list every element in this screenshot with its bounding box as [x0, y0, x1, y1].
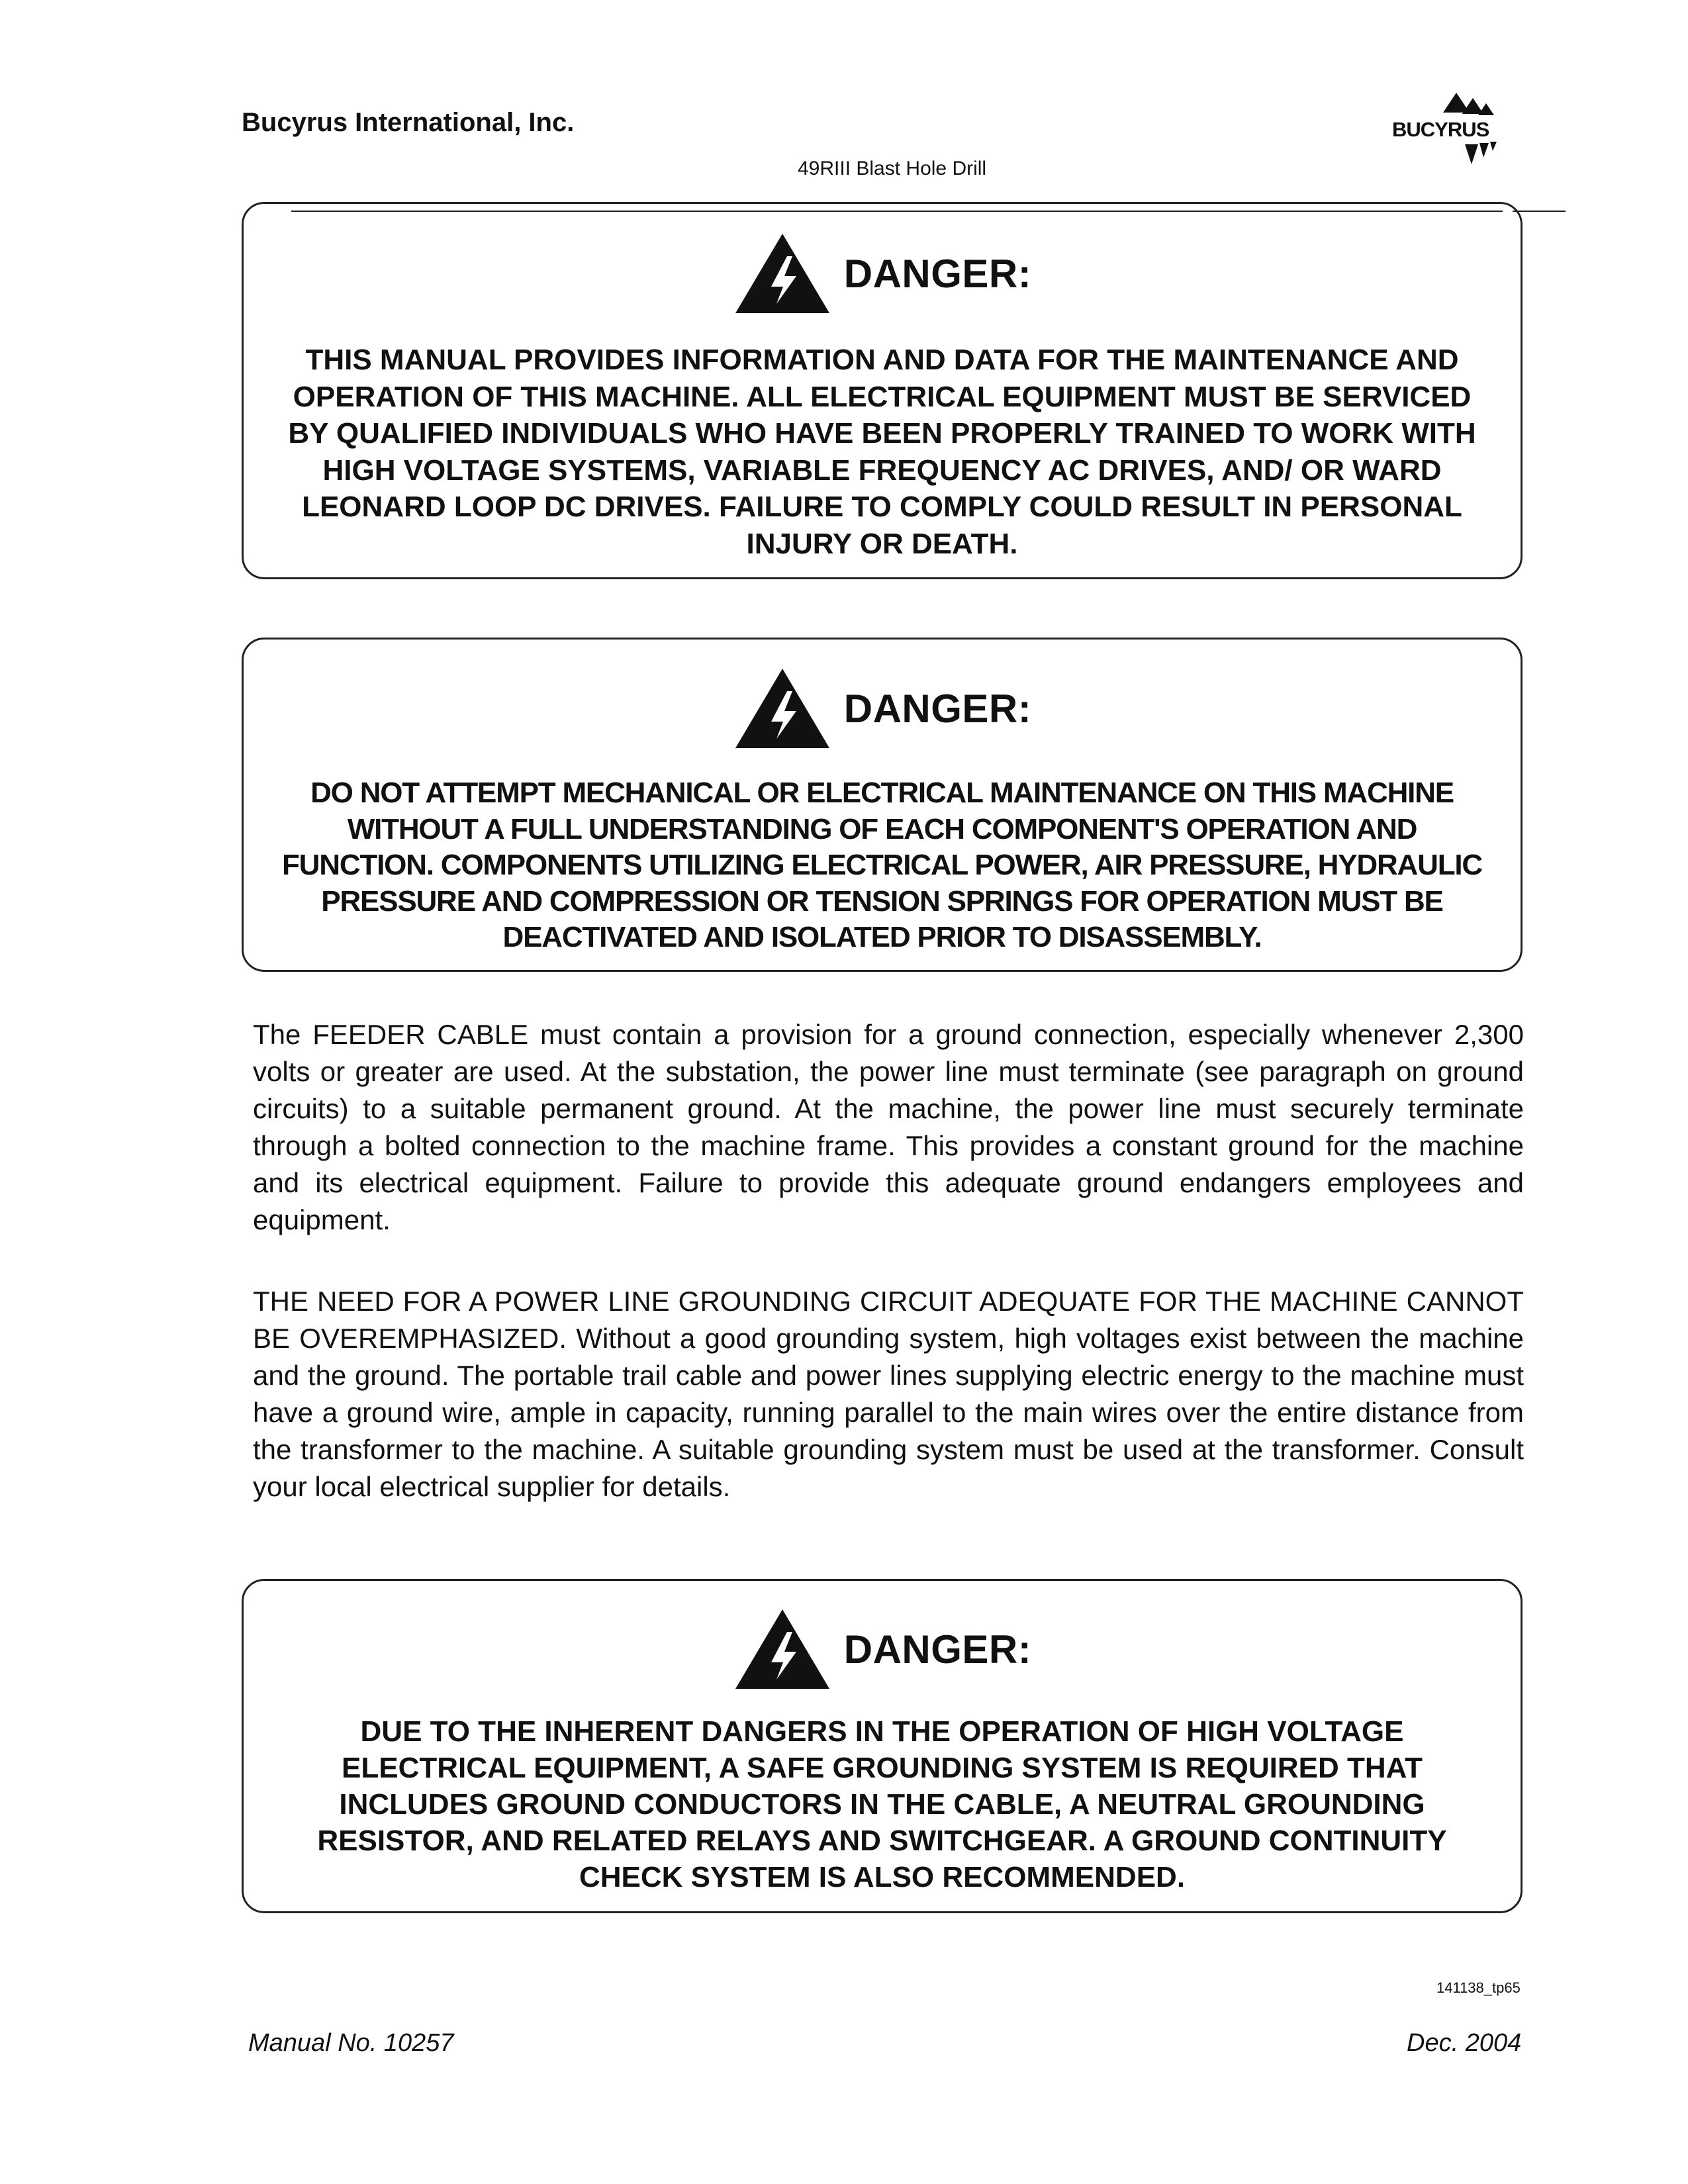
danger-heading	[244, 234, 1521, 313]
high-voltage-warning-icon	[733, 231, 832, 316]
bucyrus-logo	[1380, 86, 1526, 172]
publication-date: Dec. 2004	[1407, 2029, 1522, 2057]
danger-message: THIS MANUAL PROVIDES INFORMATION AND DATA FOR THE MAINTENANCE AND OPERATION OF THIS MACHINE. ALL ELECTRICAL EQUIPMENT MUST BE SERVICED BY QUALIFIED INDIVIDUALS WHO HAVE BEEN PROPERLY TRAINED TO WORK WITH HIGH VOLTAGE SYSTEMS, VARIABLE FREQUENCY AC DRIVES, AND/ OR WARD LEONARD LOOP DC DRIVES. FAILURE TO COMPLY COULD RESULT IN PERSONAL INJURY OR DEATH.	[288, 344, 1476, 560]
danger-heading	[244, 669, 1521, 748]
header-rule-extension	[1513, 211, 1566, 212]
danger-label: DANGER:	[843, 686, 1032, 731]
company-name: Bucyrus International, Inc.	[242, 108, 575, 137]
document-code: 141138_tp65	[1436, 1979, 1521, 1996]
danger-box	[242, 1579, 1523, 1913]
body-paragraph: The FEEDER CABLE must contain a provision for a ground connection, especially whenever 2,300 volts or greater are used. At the substation, the power line must terminate (see paragraph on ground circuits) to a suitable permanent ground. At the machine, the power line must securely terminate through a bolted connection to the machine frame. This provides a constant ground for the machine and its electrical equipment. Failure to provide this adequate ground endangers employees and equipment.	[253, 1019, 1524, 1235]
danger-box	[242, 638, 1523, 972]
danger-message: DUE TO THE INHERENT DANGERS IN THE OPERATION OF HIGH VOLTAGE ELECTRICAL EQUIPMENT, A SAFE GROUNDING SYSTEM IS REQUIRED THAT INCLUDES GROUND CONDUCTORS IN THE CABLE, A NEUTRAL GROUNDING RESISTOR, AND RELATED RELAYS AND SWITCHGEAR. A GROUND CONTINUITY CHECK SYSTEM IS ALSO RECOMMENDED.	[317, 1715, 1447, 1893]
body-paragraph: THE NEED FOR A POWER LINE GROUNDING CIRCUIT ADEQUATE FOR THE MACHINE CANNOT BE OVEREMPHASIZED. Without a good grounding system, high voltages exist between the machine and the ground. The portable trail cable and power lines supplying electric energy to the machine must have a ground wire, ample in capacity, running parallel to the main wires over the entire distance from the transformer to the machine. A suitable grounding system must be used at the transformer. Consult your local electrical supplier for details.	[253, 1286, 1524, 1502]
logo-wordmark: BUCYRUS	[1392, 118, 1489, 141]
document-title: 49RIII Blast Hole Drill	[798, 158, 987, 179]
danger-label: DANGER:	[843, 251, 1032, 296]
high-voltage-warning-icon	[733, 1607, 832, 1691]
high-voltage-warning-icon	[733, 666, 832, 751]
manual-number: Manual No. 10257	[248, 2029, 454, 2057]
danger-box	[242, 202, 1523, 579]
danger-heading	[244, 1609, 1521, 1689]
danger-label: DANGER:	[843, 1627, 1032, 1672]
danger-message: DO NOT ATTEMPT MECHANICAL OR ELECTRICAL MAINTENANCE ON THIS MACHINE WITHOUT A FULL UNDERSTANDING OF EACH COMPONENT'S OPERATION AND FUNCTION. COMPONENTS UTILIZING ELECTRICAL POWER, AIR PRESSURE, HYDRAULIC PRESSURE AND COMPRESSION OR TENSION SPRINGS FOR OPERATION MUST BE DEACTIVATED AND ISOLATED PRIOR TO DISASSEMBLY.	[282, 777, 1482, 953]
